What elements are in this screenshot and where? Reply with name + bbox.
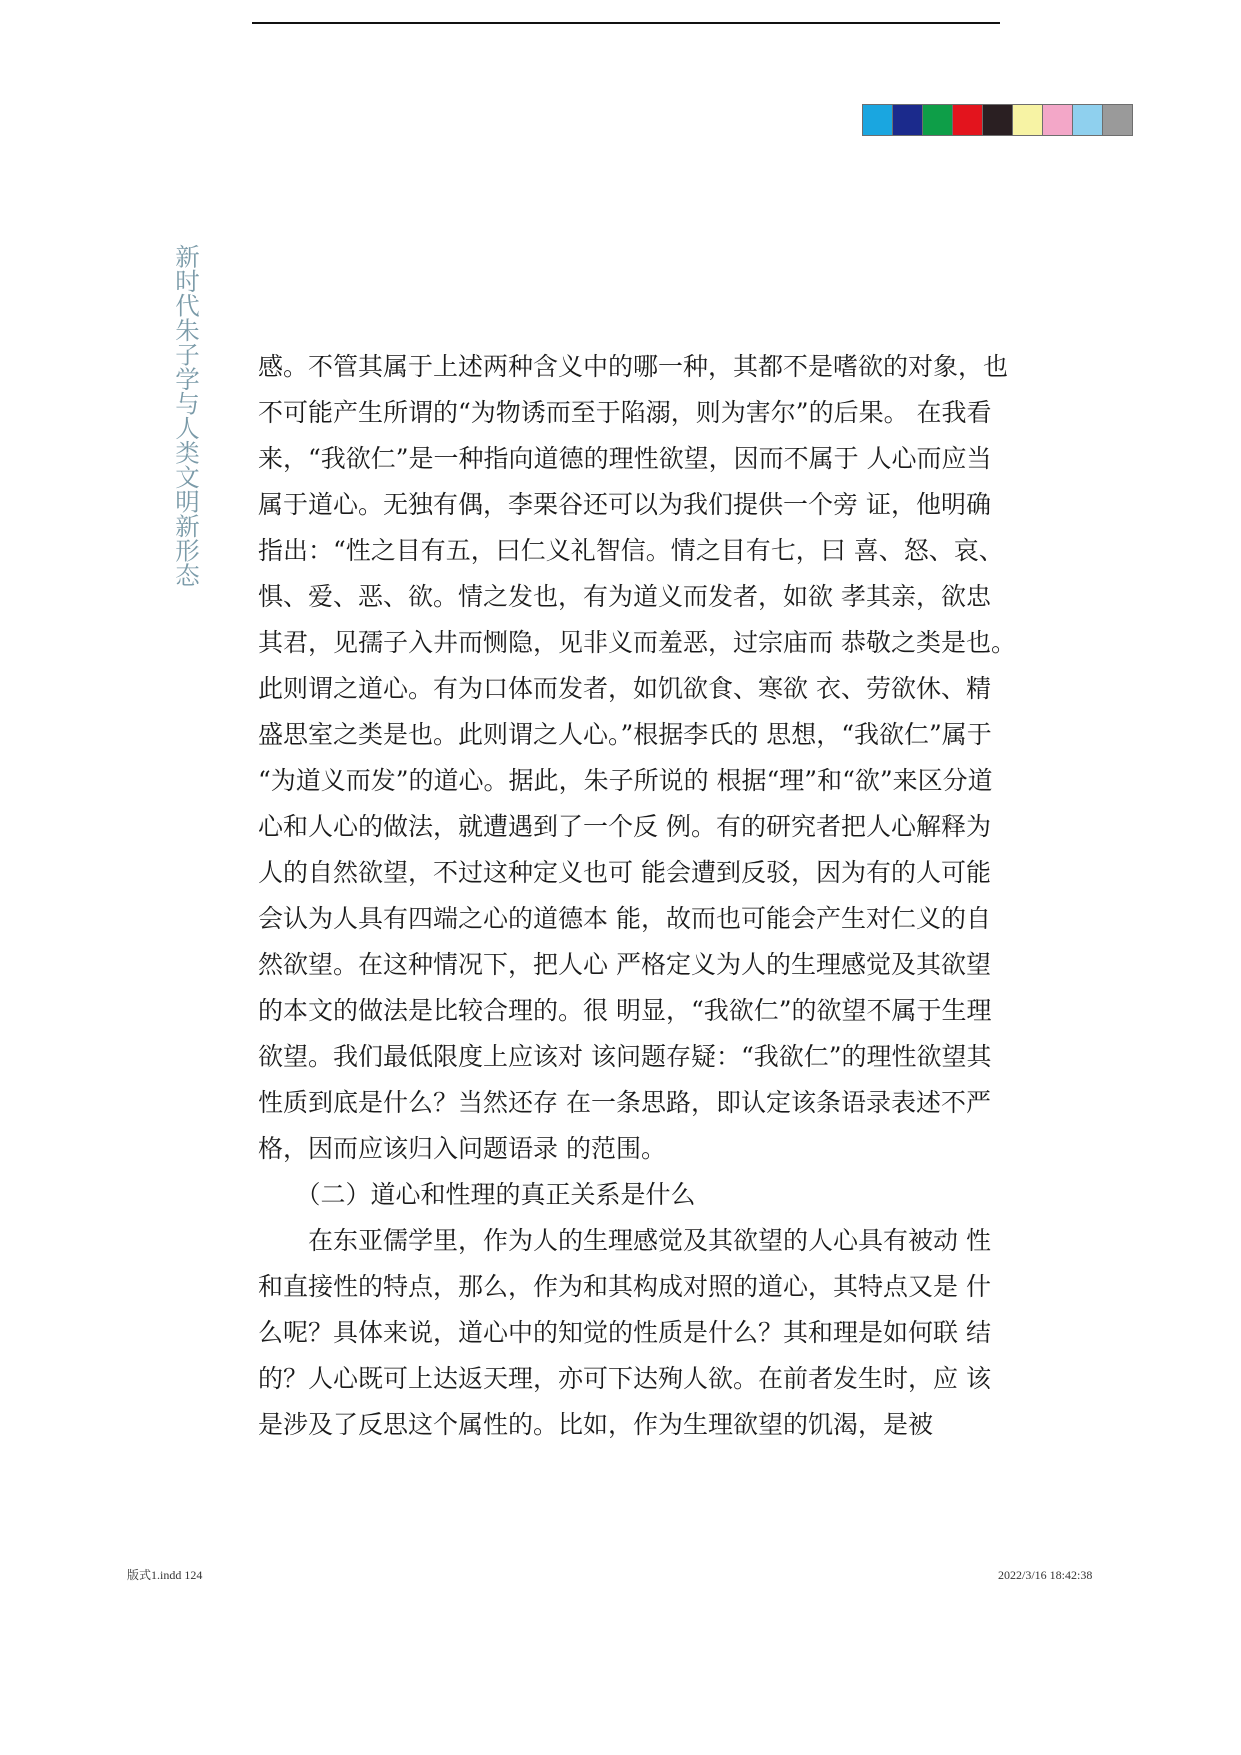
footer-timestamp: 2022/3/16 18:42:38 xyxy=(998,1568,1093,1582)
text-line: 在东亚儒学里，作为人的生理感觉及其欲望的人心具有被动 性 xyxy=(258,1226,991,1255)
text-line: 属于道心。无独有偶，李栗谷还可以为我们提供一个旁 证，他明确 xyxy=(258,490,991,519)
running-book-title: 新时代朱子学与人类文明新形态 xyxy=(172,244,201,587)
text-line: 其君，见孺子入井而恻隐，见非义而羞恶，过宗庙而 恭敬之类是也。 xyxy=(258,628,1016,657)
text-line: 的？人心既可上达返天理，亦可下达殉人欲。在前者发生时，应 该 xyxy=(258,1364,991,1393)
footer-file-info: 版式1.indd 124 xyxy=(127,1568,203,1582)
text-line: 会认为人具有四端之心的道德本 能，故而也可能会产生对仁义的自 xyxy=(258,904,991,933)
color-swatch xyxy=(923,105,952,135)
color-swatch xyxy=(983,105,1012,135)
text-line: 的本文的做法是比较合理的。很 明显，“我欲仁”的欲望不属于生理 xyxy=(258,996,992,1025)
text-line: 和直接性的特点，那么，作为和其构成对照的道心，其特点又是 什 xyxy=(258,1272,991,1301)
color-swatch xyxy=(1073,105,1102,135)
header-rule xyxy=(252,22,1000,24)
text-line: 盛思室之类是也。此则谓之人心。”根据李氏的 思想，“我欲仁”属于 xyxy=(258,720,992,749)
text-line: “为道义而发”的道心。据此，朱子所说的 根据“理”和“欲”来区分道 xyxy=(258,766,993,795)
color-calibration-bar xyxy=(862,104,1133,136)
color-swatch xyxy=(893,105,922,135)
color-swatch xyxy=(1043,105,1072,135)
color-swatch xyxy=(1013,105,1042,135)
text-line: 欲望。我们最低限度上应该对 该问题存疑：“我欲仁”的理性欲望其 xyxy=(258,1042,992,1071)
text-line: 不可能产生所谓的“为物诱而至于陷溺，则为害尔”的后果。 在我看 xyxy=(258,398,992,427)
text-line: 是涉及了反思这个属性的。比如，作为生理欲望的饥渴，是被 xyxy=(258,1410,934,1439)
body-text xyxy=(258,344,1018,1448)
text-line: 然欲望。在这种情况下，把人心 严格定义为人的生理感觉及其欲望 xyxy=(258,950,991,979)
color-swatch xyxy=(1103,105,1132,135)
text-line: 性质到底是什么？当然还存 在一条思路，即认定该条语录表述不严 xyxy=(258,1088,991,1117)
text-line: 人的自然欲望，不过这种定义也可 能会遭到反驳，因为有的人可能 xyxy=(258,858,991,887)
text-line: 感。不管其属于上述两种含义中的哪一种，其都不是嗜欲的对象，也 xyxy=(258,352,1009,381)
text-line: 心和人心的做法，就遭遇到了一个反 例。有的研究者把人心解释为 xyxy=(258,812,991,841)
text-line: 么呢？具体来说，道心中的知觉的性质是什么？其和理是如何联 结 xyxy=(258,1318,991,1347)
section-heading: （二）道心和性理的真正关系是什么 xyxy=(258,1180,696,1209)
text-line: 来，“我欲仁”是一种指向道德的理性欲望，因而不属于 人心而应当 xyxy=(258,444,992,473)
text-line: 指出：“性之目有五，曰仁义礼智信。情之目有七，曰 喜、怒、哀、 xyxy=(258,536,1004,565)
color-swatch xyxy=(863,105,892,135)
text-line: 此则谓之道心。有为口体而发者，如饥欲食、寒欲 衣、劳欲休、精 xyxy=(258,674,991,703)
color-swatch xyxy=(953,105,982,135)
text-line: 格，因而应该归入问题语录 的范围。 xyxy=(258,1134,666,1163)
text-line: 惧、爱、恶、欲。情之发也，有为道义而发者，如欲 孝其亲，欲忠 xyxy=(258,582,991,611)
